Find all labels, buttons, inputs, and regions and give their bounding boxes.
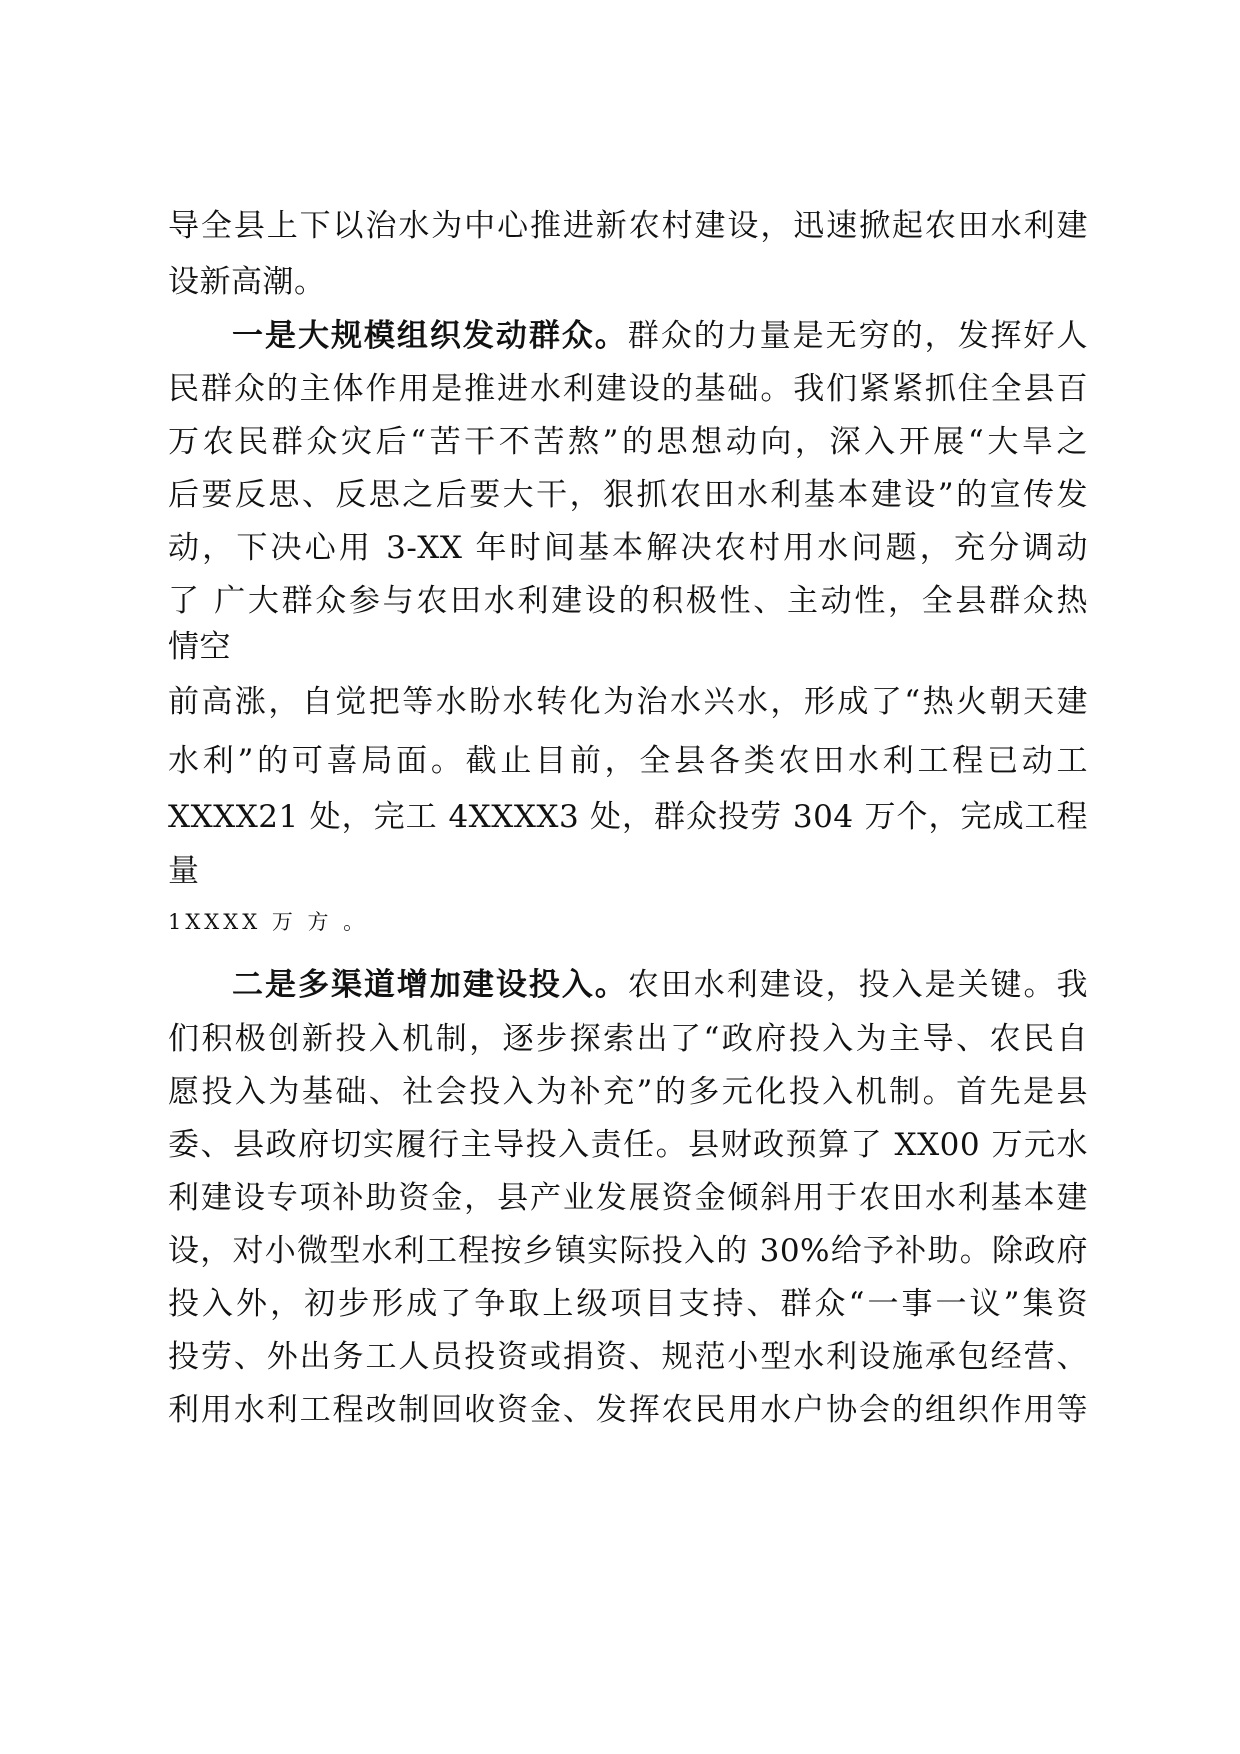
paragraph-line: 利用水利工程改制回收资金、发挥农民用水户协会的组织作用等 [168, 1392, 1088, 1428]
paragraph-line: 民群众的主体作用是推进水利建设的基础。我们紧紧抓住全县百 [168, 371, 1088, 407]
paragraph-line: 投入外，初步形成了争取上级项目支持、群众“一事一议”集资 [168, 1286, 1088, 1322]
paragraph-line: 设新高潮。 [168, 264, 326, 300]
paragraph-line: 导全县上下以治水为中心推进新农村建设，迅速掀起农田水利建 [168, 208, 1088, 244]
paragraph-text: 农田水利建设，投入是关键。我 [627, 967, 1089, 1003]
paragraph-text: 群众的力量是无穷的，发挥好人 [627, 318, 1089, 354]
paragraph-line: 水利”的可喜局面。截止目前，全县各类农田水利工程已动工 [168, 743, 1088, 779]
paragraph-line: XXXX21 处，完工 4XXXX3 处，群众投劳 304 万个，完成工程 [168, 799, 1088, 835]
paragraph-line: 委、县政府切实履行主导投入责任。县财政预算了 XX00 万元水 [168, 1127, 1088, 1163]
paragraph-line: 量 [168, 853, 200, 889]
paragraph-line: 投劳、外出务工人员投资或捐资、规范小型水利设施承包经营、 [168, 1339, 1088, 1375]
paragraph-line: 前高涨，自觉把等水盼水转化为治水兴水，形成了“热火朝天建 [168, 684, 1088, 720]
paragraph-line: 后要反思、反思之后要大干，狠抓农田水利基本建设”的宣传发 [168, 477, 1088, 513]
paragraph-line: 动，下决心用 3-XX 年时间基本解决农村用水问题，充分调动 [168, 530, 1088, 566]
paragraph-line: 1XXXX 万 方 。 [168, 910, 369, 934]
paragraph-first-line [168, 965, 1088, 1005]
paragraph-line: 万农民群众灾后“苦干不苦熬”的思想动向，深入开展“大旱之 [168, 424, 1088, 460]
paragraph-line: 利建设专项补助资金，县产业发展资金倾斜用于农田水利基本建 [168, 1180, 1088, 1216]
paragraph-lead-heading: 一是大规模组织发动群众。 [232, 318, 628, 354]
paragraph-first-line [168, 316, 1088, 356]
paragraph-line: 们积极创新投入机制，逐步探索出了“政府投入为主导、农民自 [168, 1021, 1088, 1057]
paragraph-line: 情空 [168, 629, 231, 665]
paragraph-lead-heading: 二是多渠道增加建设投入。 [232, 967, 628, 1003]
paragraph-line: 愿投入为基础、社会投入为补充”的多元化投入机制。首先是县 [168, 1074, 1088, 1110]
paragraph-line: 了 广大群众参与农田水利建设的积极性、主动性，全县群众热 [168, 583, 1088, 619]
paragraph-line: 设，对小微型水利工程按乡镇实际投入的 30%给予补助。除政府 [168, 1233, 1088, 1269]
